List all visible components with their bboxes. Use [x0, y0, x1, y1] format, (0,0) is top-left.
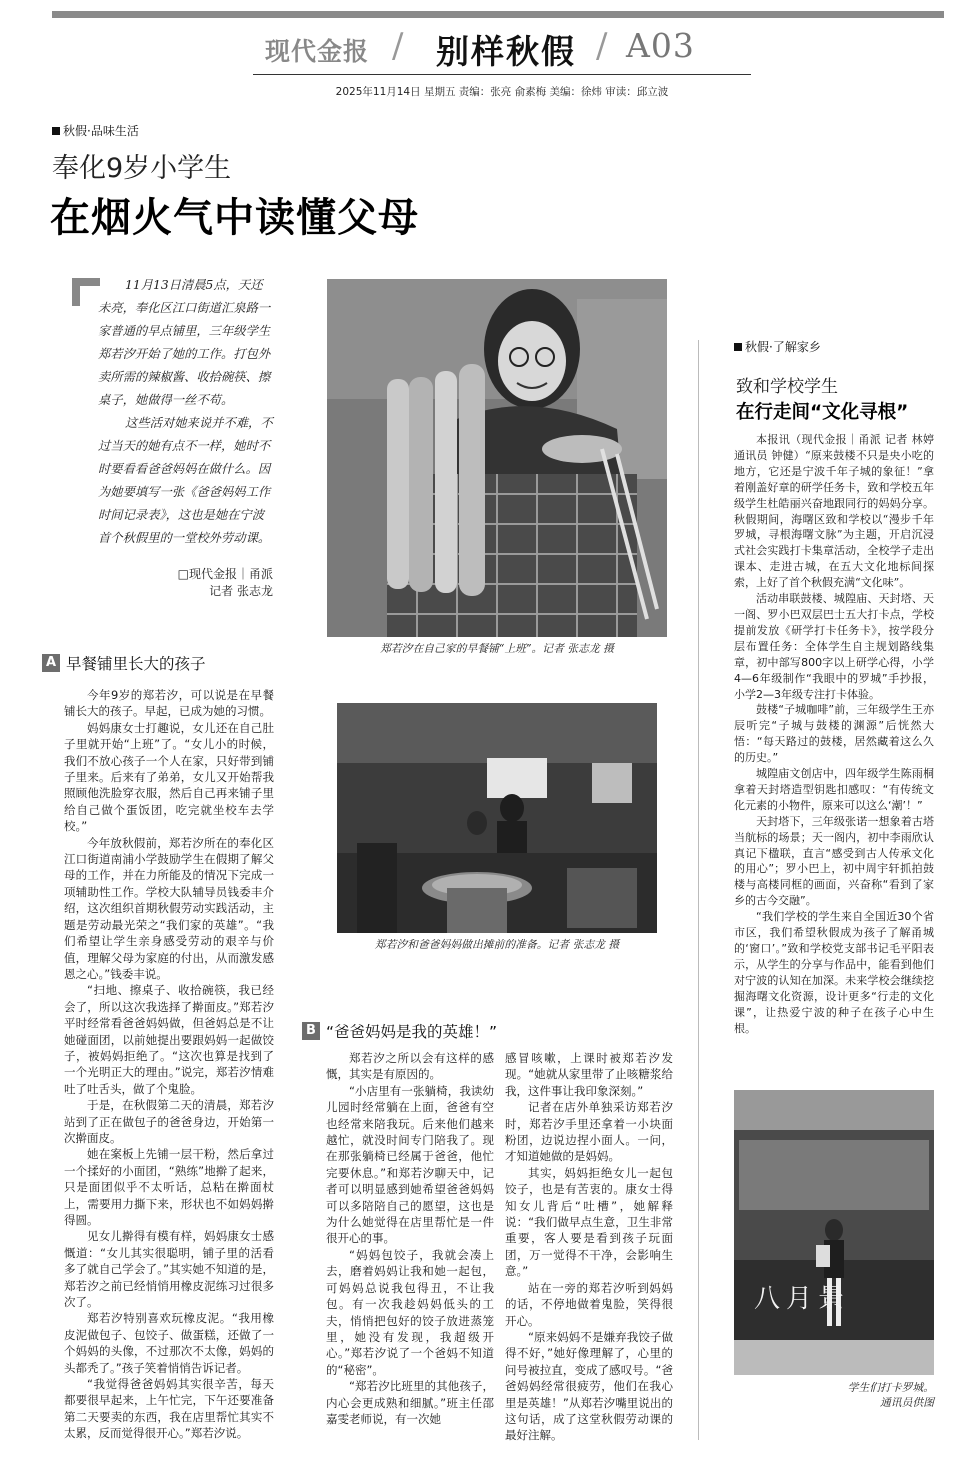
- photo-luocheng-illustration: [734, 1090, 934, 1375]
- body-paragraph: 站在一旁的郑若汐听到妈妈的话，不停地做着鬼脸，笑得很开心。: [505, 1280, 673, 1328]
- section-a-body: [64, 687, 274, 1442]
- section-b-body-right: [505, 1050, 673, 1444]
- byline-reporter: 记者 张志龙: [209, 584, 273, 598]
- section-tag: [52, 122, 139, 139]
- photo-kitchen-illustration: [337, 703, 657, 933]
- body-paragraph: “我们学校的学生来自全国近30个省市区，我们希望秋假成为孩子了解甬城的‘窗口’。”致和学校党支部书记毛平阳表示，从学生的分享与作品中，能看到他们对宁波的认知在加深。未来学校会继续挖掘海曙文化资源，设计更多“行走的文化课”，让热爱宁波的种子在孩子心中生根。: [734, 910, 934, 1035]
- body-paragraph: 郑若汐之所以会有这样的感慨，其实是有原因的。: [326, 1051, 494, 1082]
- side-photo-caption-line1: 学生们打卡罗城。: [847, 1381, 934, 1394]
- body-paragraph: 天封塔下，三年级张诺一想象着古塔当航标的场景；天一阁内，初中李雨欣认真记下楹联，直言“感受到古人传承文化的用心”；罗小巴上，初中周宇轩抓拍鼓楼与高楼同框的画面，兴奋称“看到了家乡的古今交融”。: [734, 814, 934, 908]
- section-b-body-left: [326, 1050, 494, 1427]
- body-paragraph: “郑若汐比班里的其他孩子，内心会更成熟和细腻。”班主任邵嘉雯老师说，有一次她: [326, 1379, 494, 1426]
- lead-paragraph: 这些活对她来说并不难，不过当天的她有点不一样，她时不时要看看爸爸妈妈在做什么。因为她要填写一张《爸爸妈妈工作时间记录表》，这也是她在宁波首个秋假里的一堂校外劳动课。: [98, 416, 273, 545]
- body-paragraph: 其实，妈妈拒绝女儿一起包饺子，也是有苦衷的。康女士得知女儿背后“吐槽”，她解释说：“我们做早点生意，卫生非常重要，客人要是看到孩子玩面团，万一觉得不干净，会影响生意。”: [505, 1165, 673, 1279]
- body-paragraph: 感冒咳嗽，上课时被郑若汐发现。“她就从家里带了止咳糖浆给我，这件事让我印象深刻。”: [505, 1051, 673, 1098]
- dateline: 2025年11月14日 星期五 责编：张亮 俞素梅 美编：徐炜 审读：邱立波: [335, 86, 669, 98]
- side-photo-caption: [734, 1380, 934, 1410]
- lead-paragraph: 11月13日清晨5点，天还未亮，奉化区江口街道汇泉路一家普通的早点铺里，三年级学生郑若汐开始了她的工作。打包外卖所需的辣椒酱、收拾碗筷、擦桌子，她做得一丝不苟。: [98, 278, 271, 407]
- side-kicker: 致和学校学生: [736, 377, 838, 397]
- top-rule: [52, 11, 944, 18]
- side-body: [734, 432, 934, 1036]
- article-headline: 在烟火气中读懂父母: [50, 195, 419, 241]
- byline: [98, 566, 273, 600]
- section-a-badge: A: [42, 654, 60, 672]
- masthead: [0, 24, 973, 70]
- quote-mark-icon: [72, 278, 100, 306]
- section-b-title: “爸爸妈妈是我的英雄！”: [326, 1023, 498, 1041]
- body-paragraph: 今年放秋假前，郑若汐所在的奉化区江口街道南浦小学鼓励学生在假期了解父母的工作，并在力所能及的情况下完成一项辅助性工作。学校大队辅导员钱委丰介绍，这次组织首期秋假劳动实践活动，主题是劳动最光荣之“我们家的英雄”。“我们希望让学生亲身感受劳动的艰辛与价值，理解父母为家庭的付出，从而激发感恩之心。”钱委丰说。: [64, 835, 274, 981]
- body-paragraph: 鼓楼“子城咖啡”前，三年级学生王亦辰听完“子城与鼓楼的渊源”后恍然大悟：“每天路过的鼓楼，居然藏着这么久的历史。”: [734, 703, 934, 765]
- body-paragraph: “妈妈包饺子，我就会凑上去，磨着妈妈让我和她一起包，可妈妈总说我包得丑，不让我包。有一次我趁妈妈低头的工夫，悄悄把包好的饺子放进蒸笼里，她没有发现，我超级开心。”郑若汐说了一个爸妈不知道的“秘密”。: [326, 1247, 494, 1377]
- body-paragraph: 城隍庙文创店中，四年级学生陈雨桐拿着天封塔造型钥匙扣感叹：“有传统文化元素的小物件，原来可以这么‘潮’！”: [734, 767, 934, 812]
- body-paragraph: 记者在店外单独采访郑若汐时，郑若汐手里还拿着一小块面粉团，边说边捏小面人。一问，才知道她做的是妈妈。: [505, 1100, 673, 1164]
- body-paragraph: 郑若汐特别喜欢玩橡皮泥。“我用橡皮泥做包子、包饺子、做蛋糕，还做了一个妈妈的头像，不过那次不太像，妈妈的头都秃了。”孩子笑着悄悄告诉记者。: [64, 1311, 274, 1375]
- masthead-section-name: 别样秋假: [436, 32, 576, 71]
- body-paragraph: 见女儿擀得有模有样，妈妈康女士感慨道：“女儿其实很聪明，铺子里的活看多了就自己学会了。”其实她不知道的是，郑若汐之前已经悄悄用橡皮泥练习过很多次了。: [64, 1229, 274, 1310]
- masthead-rule: [253, 74, 751, 75]
- photo-student-luocheng: [734, 1090, 934, 1375]
- side-headline: 在行走间“文化寻根”: [736, 402, 909, 423]
- section-tag-label: 秋假·品味生活: [63, 124, 139, 138]
- column-divider: [698, 340, 699, 1440]
- photo2-caption: 郑若汐和爸爸妈妈做出摊前的准备。记者 张志龙 摄: [374, 938, 620, 951]
- square-icon: [52, 127, 60, 135]
- side-section-tag-label: 秋假·了解家乡: [745, 340, 821, 354]
- body-paragraph: 她在案板上先铺一层干粉，然后拿过一个揉好的小面团，“熟练”地擀了起来，只是面团似乎不太听话，总粘在擀面杖上，需要用力撕下来，形状也不如妈妈擀得圆。: [64, 1147, 274, 1227]
- masthead-paper-name: 现代金报: [265, 37, 370, 66]
- masthead-divider: /: [392, 26, 404, 66]
- body-paragraph: “扫地、擦桌子、收拾碗筷，我已经会了，所以这次我选择了擀面皮。”郑若汐平时经常看爸爸妈妈做，但爸妈总是不让她碰面团，以前她提出要跟妈妈一起做饺子，被妈妈拒绝了。“这次也算是找到了一个光明正大的理由。”说完，郑若汐情难吐了吐舌头，做了个鬼脸。: [64, 983, 274, 1096]
- body-paragraph: “小店里有一张躺椅，我读幼儿园时经常躺在上面，爸爸有空也经常来陪我玩。后来他们越来越忙，就没时间专门陪我了。现在那张躺椅已经属于爸爸，他忙完要休息。”和郑若汐聊天中，记者可以明显感到她希望爸爸妈妈可以多陪陪自己的愿望，这也是为什么她觉得在店里帮忙是一件很开心的事。: [326, 1083, 494, 1246]
- body-paragraph: “原来妈妈不是嫌弃我饺子做得不好，”她好像理解了，心里的问号被拉直，变成了感叹号。“爸爸妈妈经常很疲劳，他们在我心里是英雄！”从郑若汐嘴里说出的这句话，成了这堂秋假劳动课的最好注解。: [505, 1329, 673, 1443]
- square-icon: [734, 343, 742, 351]
- body-paragraph: “我觉得爸爸妈妈其实很辛苦，每天都要很早起来，上午忙完，下午还要准备第二天要卖的东西，我在店里帮忙其实不太累，反而觉得很开心。”郑若汐说。: [64, 1377, 274, 1441]
- body-paragraph: 于是，在秋假第二天的清晨，郑若汐站到了正在做包子的爸爸身边，开始第一次擀面皮。: [64, 1098, 274, 1145]
- section-a-title: 早餐铺里长大的孩子: [66, 655, 206, 673]
- side-lead: 本报讯（现代金报｜甬派 记者 林婷 通讯员 钟健）“原来鼓楼不只是央小吃的地方，它还是宁波千年子城的象征！”拿着刚盖好章的研学任务卡，致和学校五年级学生杜皓丽兴奋地跟同行的妈妈分享。秋假期间，海曙区致和学校以“漫步千年罗城，寻根海曙文脉”为主题，开启沉浸式社会实践打卡集章活动，全校学子走出课本、走进古城，在五大文化地标间探索，上好了首个秋假充满“文化味”。: [734, 433, 934, 590]
- side-photo-caption-line2: 通讯员供图: [880, 1396, 934, 1409]
- article-lead: [98, 274, 273, 550]
- masthead-page-number: A03: [626, 26, 695, 65]
- body-paragraph: 妈妈康女士打趣说，女儿还在自己肚子里就开始“上班”了。“女儿小的时候，我们不放心孩子一个人在家，只好带到铺子里来。后来有了弟弟，女儿又开始帮我照顾他洗脸穿衣服，然后自己再来铺子里给自己做个蛋饭团，吃完就坐校车去学校。”: [64, 720, 274, 834]
- section-b-badge: B: [302, 1022, 320, 1040]
- photo-sign-text: 八月景: [754, 1284, 851, 1314]
- body-paragraph: 今年9岁的郑若汐，可以说是在早餐铺长大的孩子。早起，已成为她的习惯。: [64, 688, 274, 719]
- photo1-caption: 郑若汐在自己家的早餐铺“上班”。记者 张志龙 摄: [380, 642, 614, 655]
- byline-outlet: □现代金报｜甬派: [177, 567, 273, 581]
- body-paragraph: 活动串联鼓楼、城隍庙、天封塔、天一阁、罗小巴双层巴士五大打卡点，学校提前发放《研学打卡任务卡》，按学段分层布置任务：全体学生自主规划路线集章，初中部写800字以上研学心得，小学4—6年级制作“我眼中的罗城”手抄报，小学2—3年级专注打卡体验。: [734, 592, 934, 701]
- article-kicker: 奉化9岁小学生: [52, 153, 232, 184]
- masthead-divider: /: [596, 26, 608, 66]
- side-section-tag: [734, 338, 821, 355]
- photo-girl-breakfast-shop: [327, 279, 667, 637]
- photo-girl-illustration: [327, 279, 667, 637]
- photo-parents-preparing: [337, 703, 657, 933]
